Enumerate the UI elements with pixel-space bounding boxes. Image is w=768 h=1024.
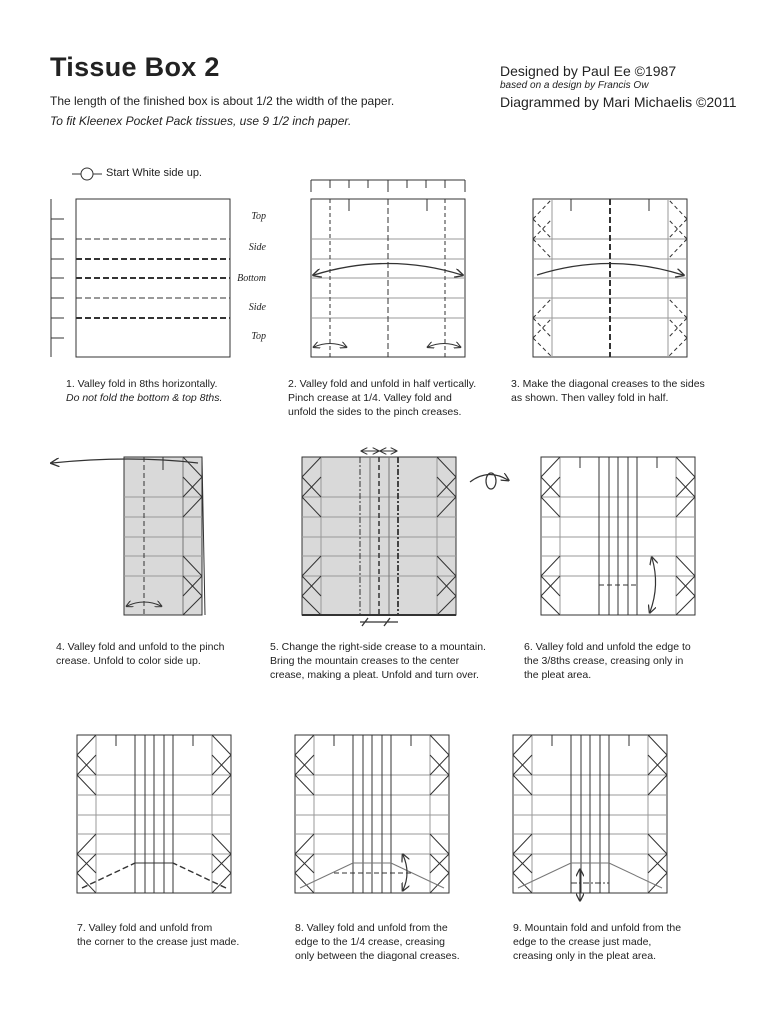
designer-credit: Designed by Paul Ee ©1987 xyxy=(500,63,677,79)
step-5-caption-line: crease, making a pleat. Unfold and turn over. xyxy=(270,669,479,681)
step-8-caption-line: only between the diagonal creases. xyxy=(295,950,460,962)
step-4-caption-line: crease. Unfold to color side up. xyxy=(56,655,201,667)
page-title: Tissue Box 2 xyxy=(50,52,220,82)
step-8-caption-line: 8. Valley fold and unfold from the xyxy=(295,922,448,934)
step-2-caption-line: unfold the sides to the pinch creases. xyxy=(288,406,462,418)
step-2-diagram xyxy=(311,180,465,357)
side-label-side: Side xyxy=(248,242,266,253)
step-6-caption xyxy=(524,640,764,682)
step-4-caption-line: 4. Valley fold and unfold to the pinch xyxy=(56,641,225,653)
step-5-caption-line: Bring the mountain creases to the center xyxy=(270,655,460,667)
intro-text: The length of the finished box is about 1/2 the width of the paper. xyxy=(50,94,395,108)
step-1-caption xyxy=(66,377,306,405)
side-label-bottom: Bottom xyxy=(237,273,266,284)
white-side-up-symbol xyxy=(72,168,102,180)
step-2-caption xyxy=(288,377,528,419)
step-3-diagram xyxy=(533,199,687,357)
side-label-side: Side xyxy=(248,302,266,313)
step-7-caption-line: 7. Valley fold and unfold from xyxy=(77,922,213,934)
step-8-caption-line: edge to the 1/4 crease, creasing xyxy=(295,936,446,948)
diagrammer-credit: Diagrammed by Mari Michaelis ©2011 xyxy=(500,94,737,110)
step-6-caption-line: the 3/8ths crease, creasing only in xyxy=(524,655,684,667)
step-4-caption xyxy=(56,640,296,668)
step-3-caption xyxy=(511,377,751,405)
original-design-credit: based on a design by Francis Ow xyxy=(500,80,649,91)
step-2-caption-line: Pinch crease at 1/4. Valley fold and xyxy=(288,392,452,404)
side-label-top: Top xyxy=(251,211,266,222)
step-9-caption xyxy=(513,921,753,963)
step-3-caption-line: as shown. Then valley fold in half. xyxy=(511,392,669,404)
step-8-caption xyxy=(295,921,535,963)
step-5-caption xyxy=(270,640,520,682)
step-1-caption-line: 1. Valley fold in 8ths horizontally. xyxy=(66,378,218,390)
step-9-caption-line: edge to the crease just made, xyxy=(513,936,652,948)
turn-over-icon xyxy=(470,473,508,489)
step-7-diagram xyxy=(77,735,231,893)
step-6-caption-line: 6. Valley fold and unfold the edge to xyxy=(524,641,691,653)
step-7-caption-line: the corner to the crease just made. xyxy=(77,936,240,948)
step-5-diagram xyxy=(302,451,456,626)
step-3-caption-line: 3. Make the diagonal creases to the sides xyxy=(511,378,705,390)
start-instruction: Start White side up. xyxy=(106,167,202,179)
step-6-caption-line: the pleat area. xyxy=(524,669,592,681)
step-1-diagram xyxy=(51,199,230,357)
step-4-diagram xyxy=(52,457,205,615)
step-7-caption xyxy=(77,921,317,949)
step-5-caption-line: 5. Change the right-side crease to a mountain. xyxy=(270,641,486,653)
step-1-caption-line: Do not fold the bottom & top 8ths. xyxy=(66,392,223,404)
step-9-caption-line: 9. Mountain fold and unfold from the xyxy=(513,922,682,934)
step-9-diagram xyxy=(513,735,667,900)
step-6-diagram xyxy=(541,457,695,615)
step-9-caption-line: creasing only in the pleat area. xyxy=(513,950,657,962)
intro-note: To fit Kleenex Pocket Pack tissues, use 9 1/2 inch paper. xyxy=(50,114,352,128)
step-2-caption-line: 2. Valley fold and unfold in half vertically. xyxy=(288,378,477,390)
side-label-top: Top xyxy=(251,331,266,342)
step-8-diagram xyxy=(295,735,449,893)
